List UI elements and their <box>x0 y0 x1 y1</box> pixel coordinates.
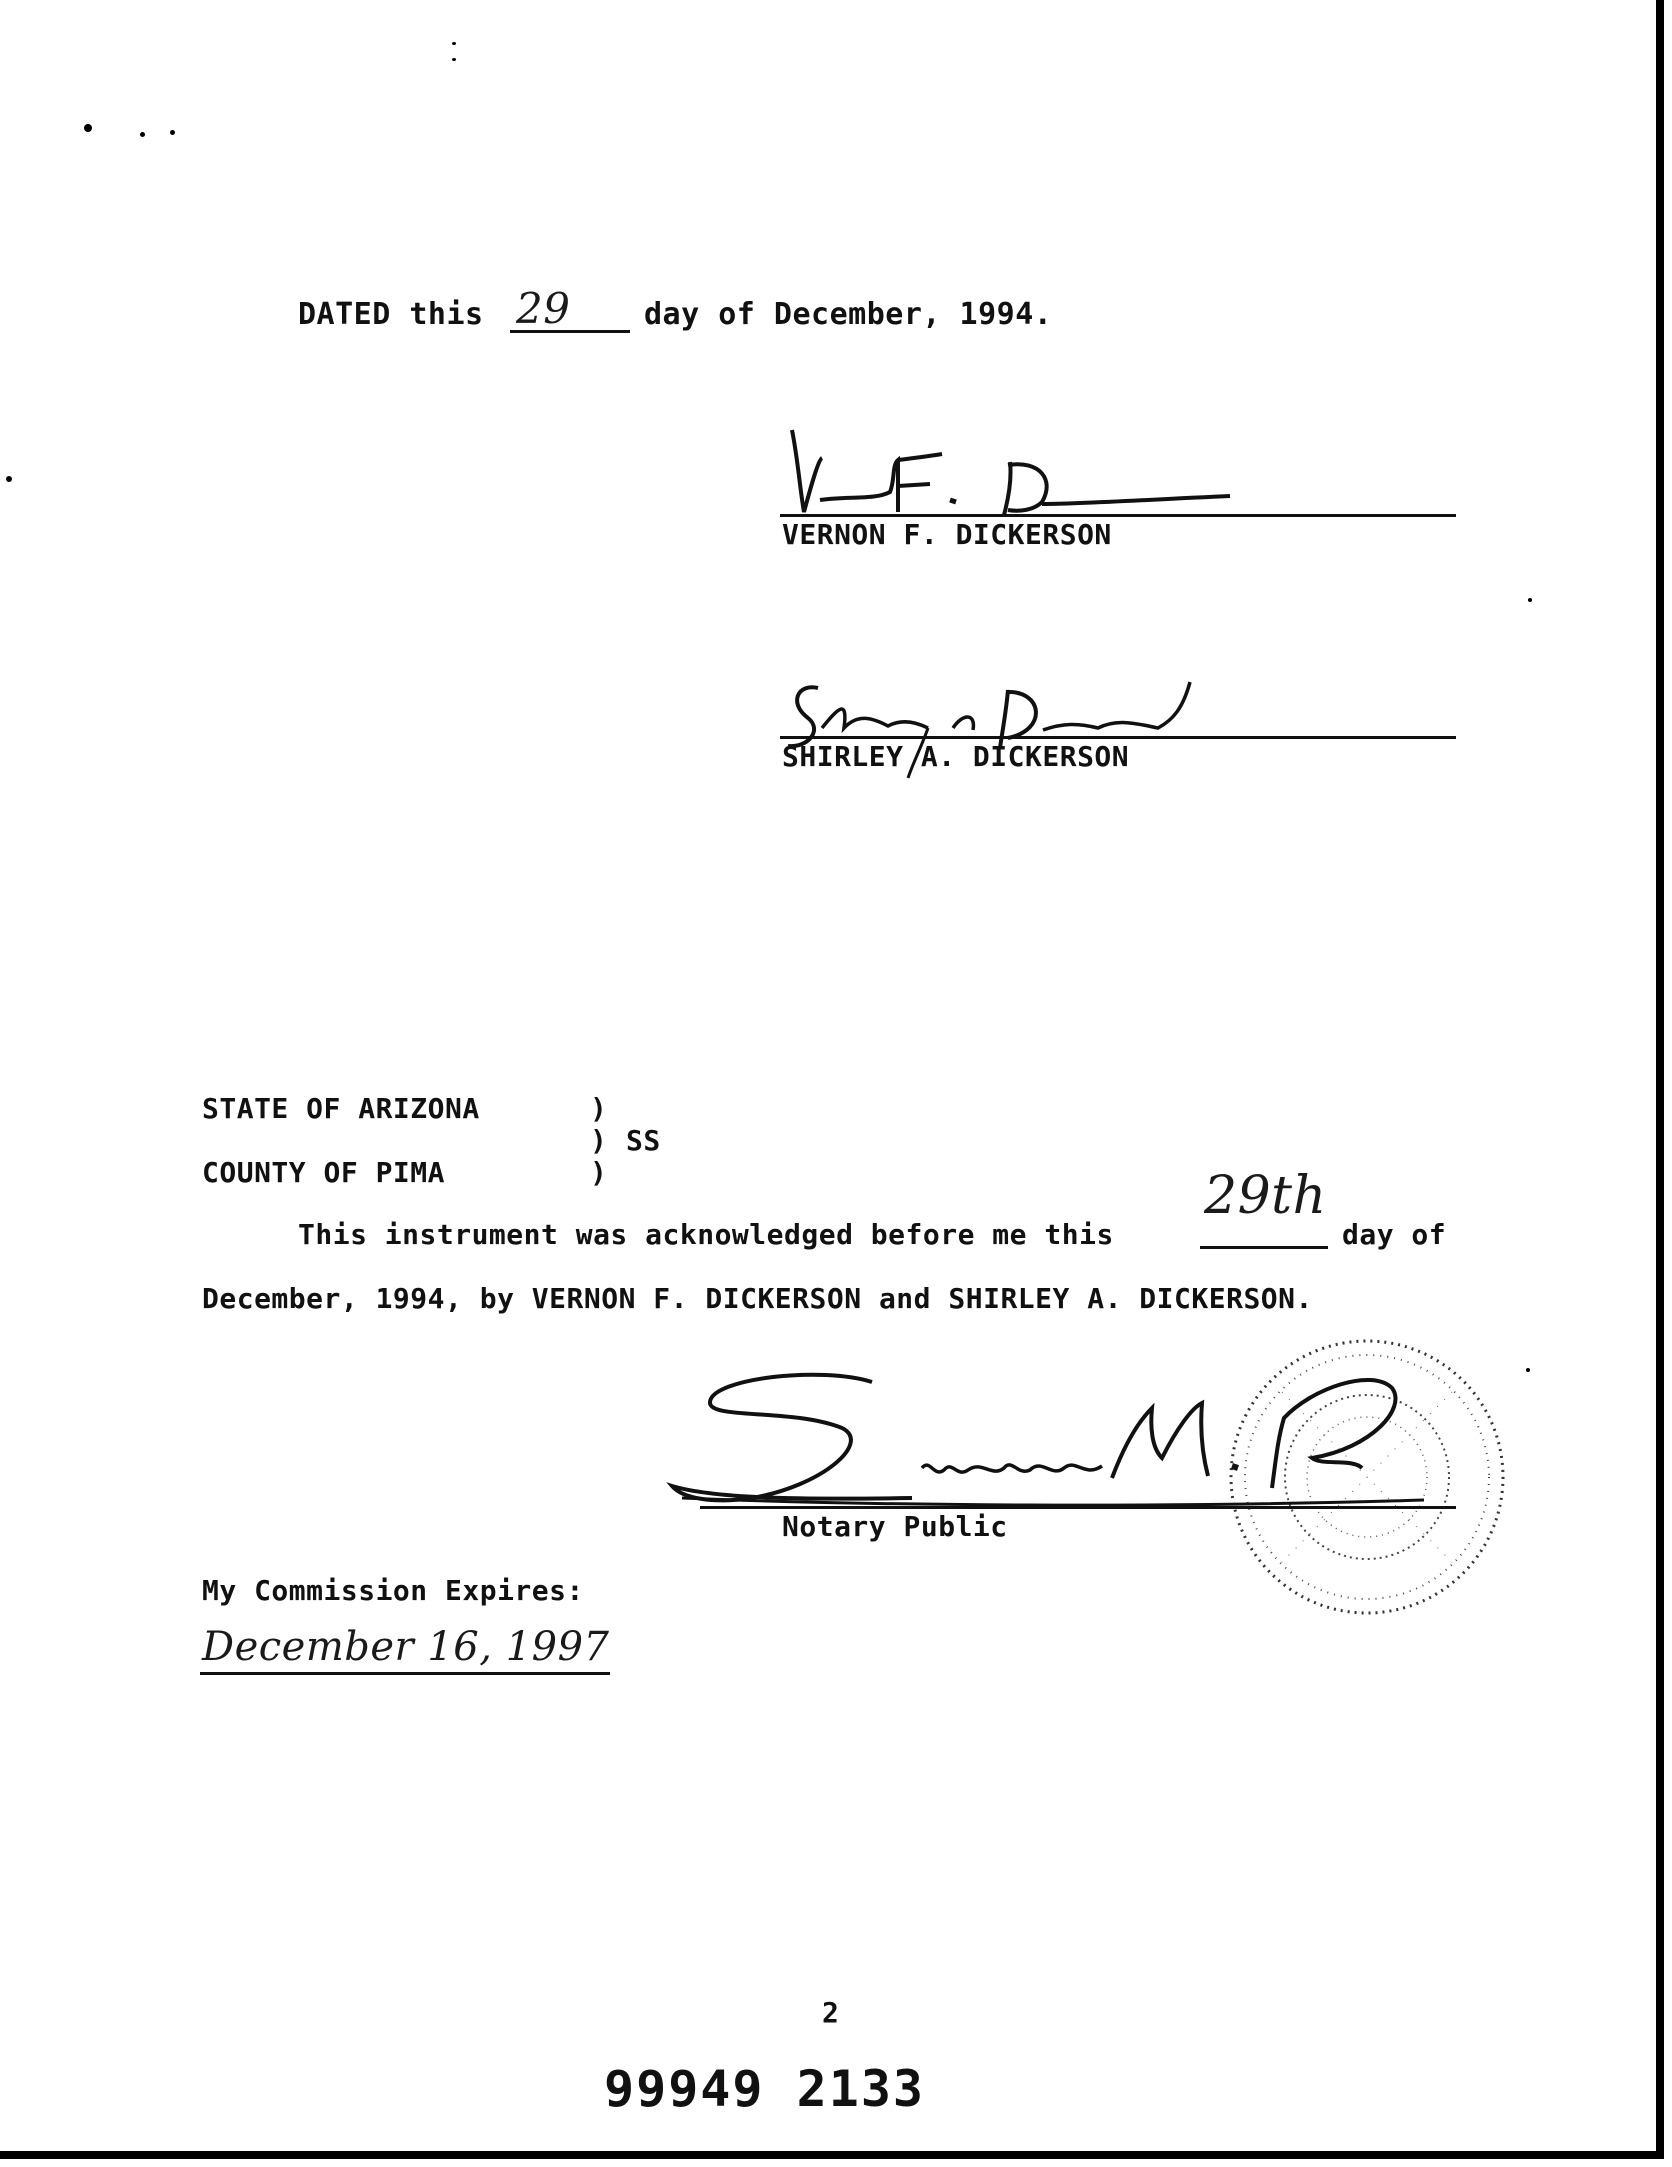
document-number: 99949 2133 <box>604 2060 926 2118</box>
commission-date-handwritten: December 16, 1997 <box>202 1624 610 1670</box>
dated-day-underline <box>510 330 630 333</box>
notary-signature <box>672 1348 1432 1518</box>
scan-speck <box>84 124 92 132</box>
venue-paren-1: ) <box>590 1092 608 1125</box>
scan-speck <box>1526 1368 1530 1372</box>
scan-speck <box>6 476 12 482</box>
dated-suffix: day of December, 1994. <box>644 297 1053 332</box>
scan-speck <box>140 132 145 137</box>
venue-county: COUNTY OF PIMA <box>202 1156 446 1189</box>
scan-speck <box>452 58 456 61</box>
ack-day-handwritten: 29th <box>1204 1166 1327 1226</box>
signer-2-name: SHIRLEY A. DICKERSON <box>782 740 1130 773</box>
signer-1-line <box>780 514 1456 517</box>
signer-2-line <box>780 736 1456 739</box>
ack-line1-prefix: This instrument was acknowledged before me this <box>298 1218 1114 1251</box>
venue-paren-2: ) <box>590 1124 608 1157</box>
dated-prefix: DATED this <box>298 297 484 332</box>
dated-day-handwritten: 29 <box>516 284 571 333</box>
commission-label: My Commission Expires: <box>202 1574 584 1607</box>
scan-speck <box>452 42 456 45</box>
scan-speck <box>170 130 175 135</box>
ack-day-underline <box>1200 1246 1328 1249</box>
signer-1-name: VERNON F. DICKERSON <box>782 518 1112 551</box>
page-number: 2 <box>822 1996 840 2029</box>
scan-speck <box>1528 598 1532 602</box>
venue-state: STATE OF ARIZONA <box>202 1092 480 1125</box>
ack-line2: December, 1994, by VERNON F. DICKERSON and SHIRLEY A. DICKERSON. <box>202 1282 1313 1315</box>
venue-paren-3: ) <box>590 1156 608 1189</box>
notary-line <box>700 1506 1456 1509</box>
commission-date-underline <box>200 1672 610 1675</box>
ack-line1-suffix: day of <box>1342 1218 1447 1251</box>
venue-ss: SS <box>626 1124 661 1157</box>
notary-title: Notary Public <box>782 1510 1008 1543</box>
